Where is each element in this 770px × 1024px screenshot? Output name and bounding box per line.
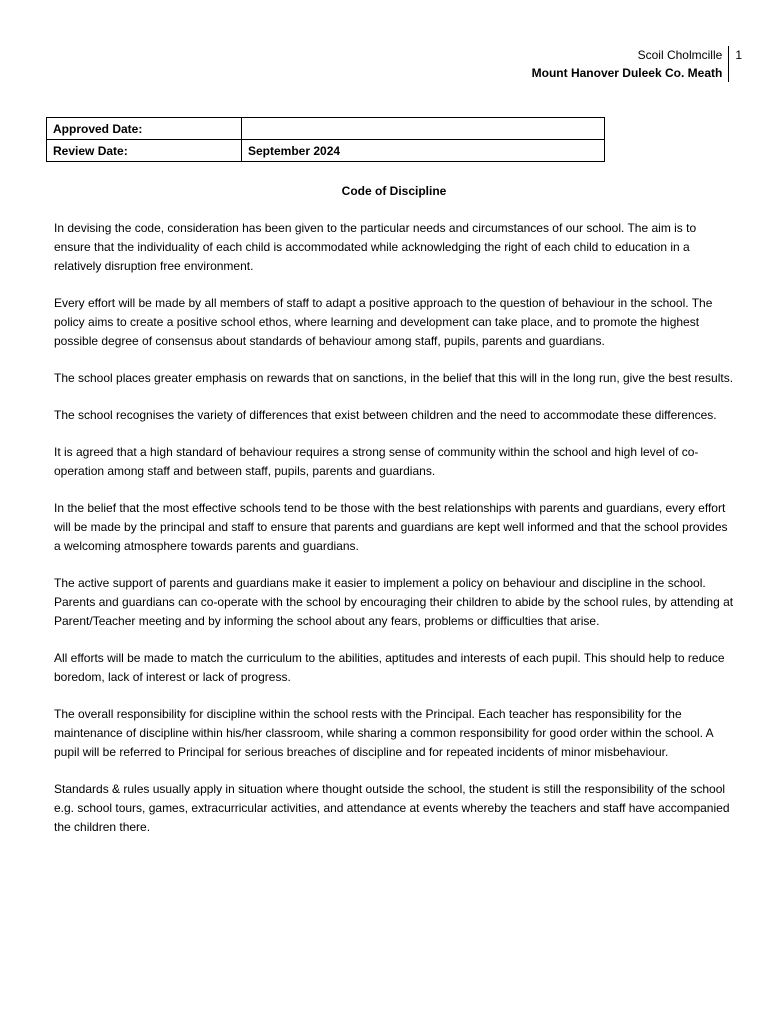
page-header [532,46,742,82]
paragraph: Every effort will be made by all members of staff to adapt a positive approach to the question of behaviour in the school. The policy aims to create a positive school ethos, where learning and development can take place, and to promote the highest possible degree of consensus about standards of behaviour among staff, pupils, parents and guardians. [54,296,713,348]
paragraph: The active support of parents and guardians make it easier to implement a policy on behaviour and discipline in the school. Parents and guardians can co-operate with the school by encouraging their children to abide by the school rules, by attending at Parent/Teacher meeting and by informing the school about any fears, problems or difficulties that arise. [54,576,734,628]
paragraph: In the belief that the most effective schools tend to be those with the best relationships with parents and guardians, every effort will be made by the principal and staff to ensure that parents and guardians are kept well informed and that the school provides a welcoming atmosphere towards parents and guardians. [54,501,728,553]
paragraph: The overall responsibility for discipline within the school rests with the Principal. Each teacher has responsibility for the maintenance of discipline within his/her classroom, while sharing a common responsibility for good order within the school. A pupil will be referred to Principal for serious breaches of discipline and for repeated incidents of minor misbehaviour. [54,707,713,759]
document-body [54,219,734,855]
paragraph: The school recognises the variety of differences that exist between children and the need to accommodate these differences. [54,408,717,422]
paragraph: All efforts will be made to match the curriculum to the abilities, aptitudes and interests of each pupil. This should help to reduce boredom, lack of interest or lack of progress. [54,651,725,684]
table-row [47,118,605,140]
paragraph: It is agreed that a high standard of behaviour requires a strong sense of community within the school and high level of co-operation among staff and between staff, pupils, parents and guardians. [54,445,699,478]
document-title: Code of Discipline [341,184,447,198]
approved-date-label: Approved Date: [47,118,242,140]
school-name: Scoil Cholmcille [637,48,723,62]
paragraph: In devising the code, consideration has been given to the particular needs and circumstances of our school. The aim is to ensure that the individuality of each child is accommodated while acknowledging the right of each child to education in a relatively disruption free environment. [54,221,697,273]
school-address: Mount Hanover Duleek Co. Meath [531,66,723,80]
approved-date-value [242,118,605,140]
header-text [532,46,730,82]
review-date-value: September 2024 [242,140,605,162]
review-date-label: Review Date: [47,140,242,162]
paragraph: Standards & rules usually apply in situation where thought outside the school, the student is still the responsibility of the school e.g. school tours, games, extracurricular activities, and attendance at events whereby the teachers and staff have accompanied the children there. [54,782,730,834]
dates-table [46,117,605,162]
page-number: 1 [735,48,742,62]
table-row [47,140,605,162]
paragraph: The school places greater emphasis on rewards that on sanctions, in the belief that this will in the long run, give the best results. [54,371,734,385]
